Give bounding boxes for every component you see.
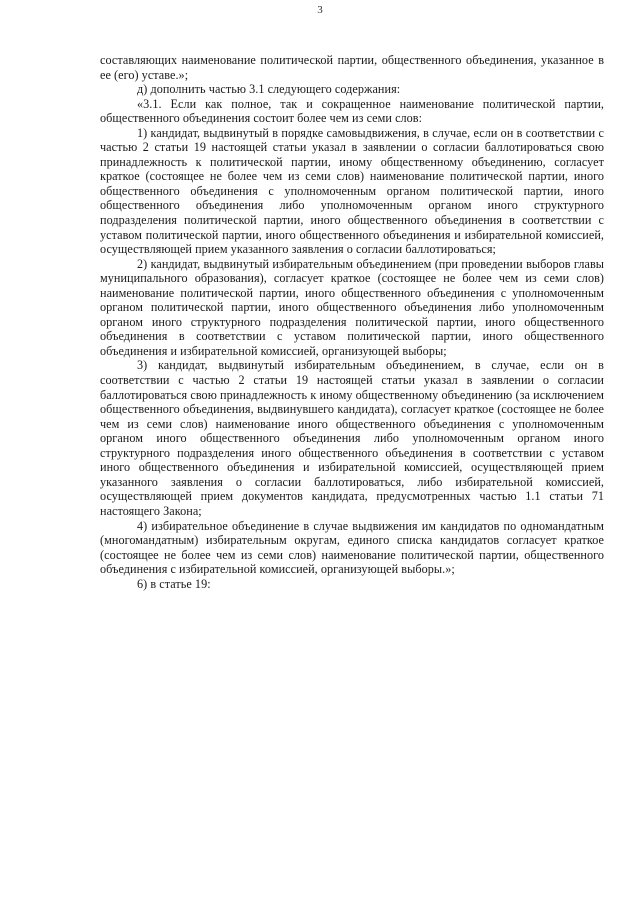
document-body xyxy=(100,53,604,591)
paragraph-item-d: д) дополнить частью 3.1 следующего содержания: xyxy=(137,82,401,97)
paragraph-subitem-3: 3) кандидат, выдвинутый избирательным объединением, в случае, если он в соответствии с частью 2 статьи 19 настоящей статьи указал в заявлении о согласии баллотироваться свою принадлежность к иному общественному объединению (за исключением общественного объединения, выдвинувшего кандидата), согласует краткое (состоящее не более чем из семи слов) наименование иного общественного объединения с уполномоченным органом иного общественного объединения либо уполномоченным органом иного структурного подразделения иного общественного объединения в соответствии с уставом иного общественного объединения и избирательной комиссией, осуществляющей прием указанного заявления о согласии баллотироваться, либо избирательной комиссией, осуществляющей прием документов кандидата, предусмотренных частью 1.1 статьи 71 настоящего Закона; xyxy=(100,358,604,518)
paragraph-subitem-1: 1) кандидат, выдвинутый в порядке самовыдвижения, в случае, если он в соответствии с частью 2 статьи 19 настоящей статьи указал в заявлении о согласии баллотироваться свою принадлежность к политической партии, иному общественному объединению, согласует краткое (состоящее не более чем из семи слов) наименование политической партии, иного общественного объединения с уполномоченным органом политической партии, иного общественного объединения либо уполномоченным органом иного структурного подразделения политической партии, иного общественного объединения в соответствии с уставом политической партии, иного общественного объединения и избирательной комиссией, осуществляющей прием указанного заявления о согласии баллотироваться; xyxy=(100,125,604,257)
paragraph-subitem-2: 2) кандидат, выдвинутый избирательным объединением (при проведении выборов главы муниципального образования), согласует краткое (состоящее не более чем из семи слов) наименование политической партии, иного общественного объединения с уполномоченным органом политической партии, иного общественного объединения либо уполномоченным органом иного структурного подразделения политической партии, иного общественного объединения в соответствии с уставом политической партии, иного общественного объединения и избирательной комиссией, организующей выборы; xyxy=(100,256,604,358)
paragraph-subitem-4: 4) избирательное объединение в случае выдвижения им кандидатов по одномандатным (многомандатным) избирательным округам, единого списка кандидатов согласует краткое (состоящее не более чем из семи слов) наименование политической партии, общественного объединения с избирательной комиссией, организующей выборы.»; xyxy=(100,518,604,577)
paragraph-continuation: составляющих наименование политической партии, общественного объединения, указанное в ее (его) уставе.»; xyxy=(100,53,604,82)
paragraph-clause-3-1: «3.1. Если как полное, так и сокращенное наименование политической партии, общественного объединения состоит более чем из семи слов: xyxy=(100,96,604,126)
paragraph-item-6: 6) в статье 19: xyxy=(137,576,211,591)
page-number: 3 xyxy=(317,4,323,16)
